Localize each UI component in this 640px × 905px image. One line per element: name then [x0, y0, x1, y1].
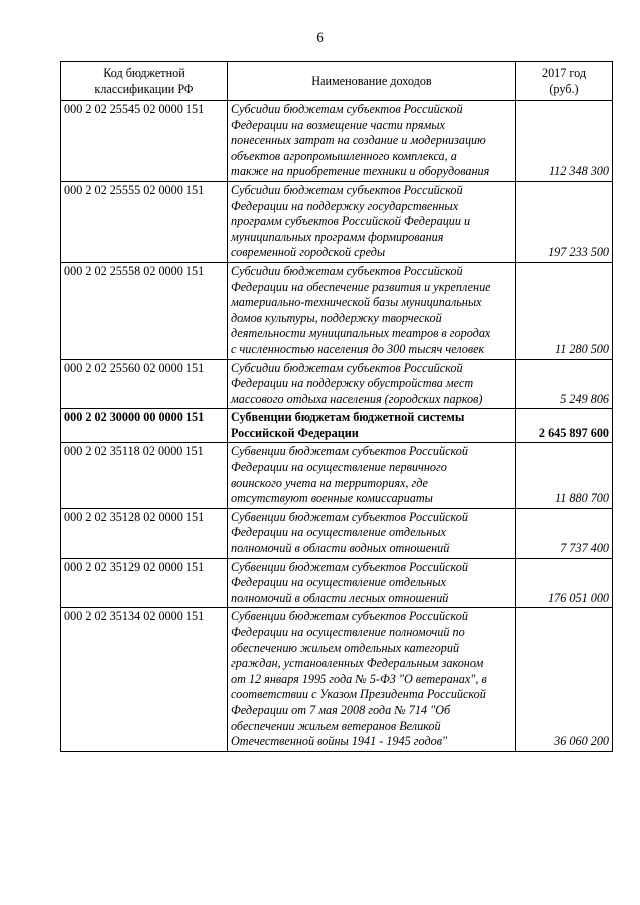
table-row [61, 409, 613, 443]
table-row [61, 508, 613, 558]
amount-cell: 197 233 500 [516, 181, 613, 262]
income-name-line: домов культуры, поддержку творческой [231, 310, 442, 325]
income-name-cell [228, 181, 516, 262]
income-name-cell [228, 558, 516, 608]
income-name-line: Субвенции бюджетам субъектов Российской [231, 509, 468, 524]
amount-cell: 2 645 897 600 [516, 409, 613, 443]
income-name-line: также на приобретение техники и оборудования [231, 164, 490, 179]
budget-income-table [60, 61, 613, 752]
income-name-line: Федерации на осуществление полномочий по [231, 625, 465, 639]
income-name-line: Субсидии бюджетам субъектов Российской [231, 182, 463, 197]
budget-code-cell: 000 2 02 25555 02 0000 151 [61, 181, 228, 262]
income-name-line: массового отдыха населения (городских парков) [231, 391, 483, 406]
income-name-line: Федерации на поддержку государственных [231, 198, 459, 213]
page-number: 6 [316, 30, 324, 46]
budget-code-cell: 000 2 02 35129 02 0000 151 [61, 558, 228, 608]
table-row [61, 558, 613, 608]
income-name-line: обеспечению жильем отдельных категорий [231, 640, 460, 655]
header-code-line-2: классификации РФ [94, 82, 194, 96]
income-name-line: понесенных затрат на создание и модернизацию [231, 133, 486, 148]
budget-code-cell: 000 2 02 25560 02 0000 151 [61, 359, 228, 409]
income-name-line: отсутствуют военные комиссариаты [231, 491, 433, 506]
table-row [61, 262, 613, 359]
income-name-cell [228, 608, 516, 751]
income-name-line: деятельности муниципальных театров в городах [231, 326, 491, 341]
amount-cell: 11 280 500 [516, 262, 613, 359]
income-name-line: Субвенции бюджетам субъектов Российской [231, 559, 468, 574]
income-name-line: Федерации на осуществление первичного [231, 460, 447, 475]
budget-code-cell: 000 2 02 35128 02 0000 151 [61, 508, 228, 558]
amount-cell: 112 348 300 [516, 101, 613, 182]
income-name-cell [228, 262, 516, 359]
header-amount-line-2: (руб.) [549, 82, 579, 96]
income-name-line: Федерации на осуществление отдельных [231, 575, 446, 590]
income-name-line: Субвенции бюджетам бюджетной системы [231, 410, 465, 425]
budget-code-cell: 000 2 02 35118 02 0000 151 [61, 443, 228, 508]
income-name-line: Российской Федерации [231, 425, 359, 440]
income-name-cell [228, 409, 516, 443]
table-row [61, 359, 613, 409]
budget-code-cell: 000 2 02 30000 00 0000 151 [61, 409, 228, 443]
income-name-line: полномочий в области водных отношений [231, 541, 450, 556]
income-name-line: Федерации от 7 мая 2008 года № 714 "Об [231, 702, 451, 717]
header-code-line-1: Код бюджетной [103, 66, 185, 80]
income-name-line: современной городской среды [231, 245, 386, 260]
income-name-line: Субвенции бюджетам субъектов Российской [231, 444, 468, 459]
income-name-line: Федерации на поддержку обустройства мест [231, 376, 474, 391]
amount-cell: 7 737 400 [516, 508, 613, 558]
income-name-cell [228, 508, 516, 558]
income-name-line: полномочий в области лесных отношений [231, 590, 449, 605]
income-name-line: соответствии с Указом Президента Российской [231, 687, 486, 702]
income-name-cell [228, 101, 516, 182]
income-name-line: Субсидии бюджетам субъектов Российской [231, 102, 463, 116]
income-name-line: Отечественной войны 1941 - 1945 годов" [231, 734, 448, 749]
table-row [61, 101, 613, 182]
income-name-line: с численностью населения до 300 тысяч человек [231, 341, 485, 356]
table-row [61, 181, 613, 262]
income-name-line: обеспечении жильем ветеранов Великой [231, 718, 441, 733]
income-name-cell [228, 359, 516, 409]
income-name-line: материально-технической базы муниципальных [231, 295, 482, 310]
income-name-line: воинского учета на территориях, где [231, 475, 428, 490]
header-code [61, 62, 228, 101]
income-name-line: Субвенции бюджетам субъектов Российской [231, 609, 468, 624]
amount-cell: 5 249 806 [516, 359, 613, 409]
table-row [61, 443, 613, 508]
income-name-line: Субсидии бюджетам субъектов Российской [231, 263, 463, 278]
table-header-row [61, 62, 613, 101]
amount-cell: 176 051 000 [516, 558, 613, 608]
amount-cell: 36 060 200 [516, 608, 613, 751]
income-name-line: Субсидии бюджетам субъектов Российской [231, 360, 463, 375]
amount-cell: 11 880 700 [516, 443, 613, 508]
budget-code-cell: 000 2 02 25545 02 0000 151 [61, 101, 228, 182]
income-name-line: граждан, установленных Федеральным законом [231, 656, 484, 671]
header-name: Наименование доходов [228, 62, 516, 101]
table-row [61, 608, 613, 751]
budget-code-cell: 000 2 02 25558 02 0000 151 [61, 262, 228, 359]
income-name-line: программ субъектов Российской Федерации и [231, 214, 471, 229]
income-name-line: Федерации на обеспечение развития и укрепление [231, 279, 491, 294]
income-name-line: муниципальных программ формирования [231, 229, 444, 244]
header-amount [516, 62, 613, 101]
income-name-line: от 12 января 1995 года № 5-ФЗ "О ветеранах", в [231, 671, 487, 686]
income-name-line: Федерации на возмещение части прямых [231, 117, 445, 132]
header-amount-line-1: 2017 год [541, 66, 587, 80]
income-name-line: объектов агропромышленного комплекса, а [231, 148, 457, 163]
income-name-cell [228, 443, 516, 508]
budget-code-cell: 000 2 02 35134 02 0000 151 [61, 608, 228, 751]
table-body [61, 101, 613, 752]
income-name-line: Федерации на осуществление отдельных [231, 525, 446, 540]
